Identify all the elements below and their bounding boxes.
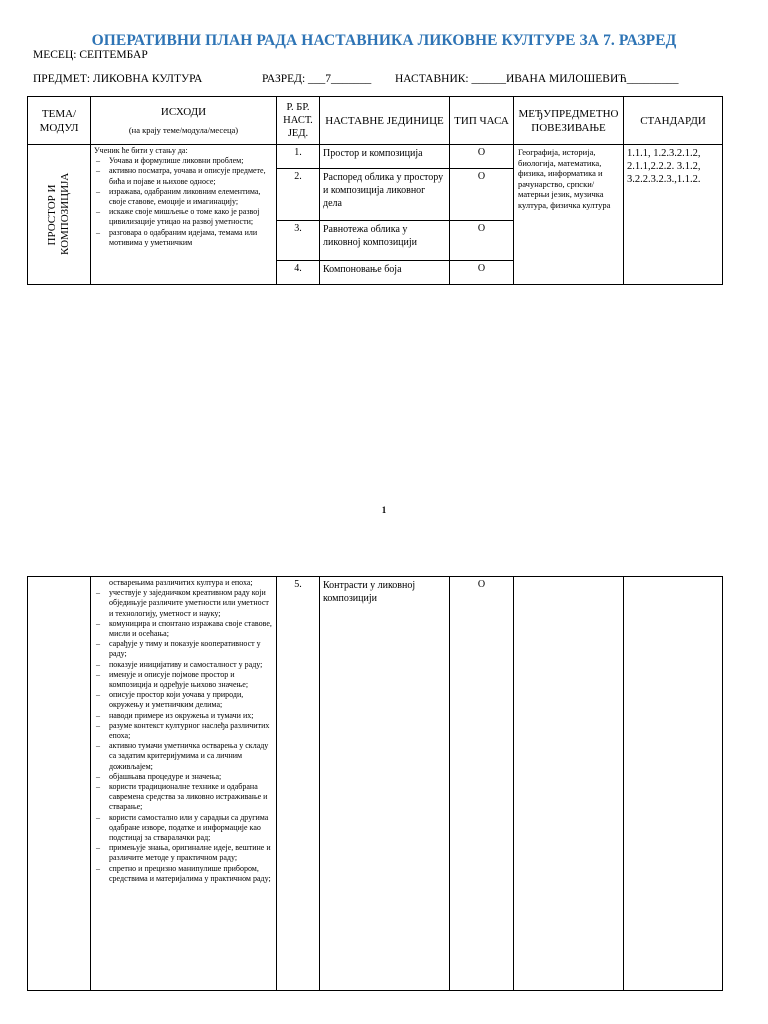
unit-name: Контрасти у ликовној композицији [320,577,450,991]
document-title: ОПЕРАТИВНИ ПЛАН РАДА НАСТАВНИКА ЛИКОВНЕ КУЛТУРЕ ЗА 7. РАЗРЕД [91,32,677,49]
unit-number: 3. [277,221,320,261]
unit-number: 4. [277,261,320,285]
subject-line: ПРЕДМЕТ: ЛИКОВНА КУЛТУРА [33,73,203,85]
plan-table-page-2 [27,576,723,991]
list-item: – комуницира и спонтано изражава своје ставове, мисли и осећања; [94,619,274,639]
header-standards: СТАНДАРДИ [624,97,723,145]
header-outcomes-subtitle: (на крају теме/модула/месеца) [128,125,239,136]
header-outcomes-title: ИСХОДИ [160,106,207,119]
unit-number: 2. [277,169,320,221]
list-item: – сарађује у тиму и показује кооперативност у раду; [94,639,274,659]
header-units: НАСТАВНЕ ЈЕДИНИЦЕ [320,97,450,145]
unit-name: Простор и композиција [320,145,450,169]
list-item: – разуме контекст културног наслеђа различитих епоха; [94,721,274,741]
month-line: МЕСЕЦ: СЕПТЕМБАР [33,49,148,61]
grade-line: РАЗРЕД: ___7_______ [262,73,372,85]
theme-name: ПРОСТОР И КОМПОЗИЦИЈА [46,172,71,255]
teacher-line: НАСТАВНИК: ______ИВАНА МИЛОШЕВИЋ_________ [395,73,679,85]
header-outcomes [91,97,277,145]
list-item: – учествује у заједничком креативном раду који обједињује различите уметности или уметност и технологију, уметност и науку; [94,588,274,619]
list-item: – наводи примере из окружења и тумачи их; [94,711,274,721]
list-item: – активно тумачи уметничка остварења у складу са задатим критеријумима и са личним доживљајем; [94,741,274,772]
list-item: – примењује знања, оригиналне идеје, вештине и различите методе у практичном раду; [94,843,274,863]
list-item: – објашњава процедуре и значења; [94,772,274,782]
unit-type: О [450,221,514,261]
unit-name: Компоновање боја [320,261,450,285]
standards-cell-continued [624,577,723,991]
header-theme: ТЕМА/ МОДУЛ [28,97,91,145]
unit-type: О [450,261,514,285]
header-correlation: МЕЂУПРЕДМЕТНО ПОВЕЗИВАЊЕ [514,97,624,145]
list-item: – спретно и прецизно манипулише прибором, средствима и материјалима у практичном раду; [94,864,274,884]
theme-cell-continued [28,577,91,991]
list-item: – описује простор који уочава у природи, окружењу и уметничким делима; [94,690,274,710]
header-lesson-type: ТИП ЧАСА [450,97,514,145]
unit-name: Равнотежа облика у ликовној композицији [320,221,450,261]
outcomes-continued-lead: остварењима различитих култура и епоха; [109,578,253,587]
list-item: – разговара о одабраним идејама, темама или мотивима у уметничким [94,228,274,248]
standards-cell: 1.1.1, 1.2.3.2.1.2, 2.1.1,2.2.2. 3.1.2, 3.2.2.3.2.3.,1.1.2. [624,145,723,285]
unit-type: О [450,145,514,169]
header-unit-number: Р. БР. НАСТ. ЈЕД. [277,97,320,145]
unit-type: О [450,169,514,221]
theme-cell [28,145,91,285]
list-item: – користи самостално или у сарадњи са другима одабране изворе, податке и информације као подстицај за стваралачки рад; [94,813,274,844]
list-item: – Уочава и формулише ликовни проблем; [94,156,274,166]
list-item: – активно посматра, уочава и описује предмете, бића и појаве и њихове односе; [94,166,274,186]
outcomes-list [94,156,274,248]
correlation-cell: Географија, историја, биологија, математика, физика, информатика и рачунарство, српски/матерњи језик, музичка култура, физичка култура [514,145,624,285]
list-item: – искаже своје мишљење о томе како је развој цивилизације утицао на развој уметности; [94,207,274,227]
list-item: – показује иницијативу и самосталност у раду; [94,660,274,670]
unit-type: О [450,577,514,991]
outcomes-cell-continued [91,577,277,991]
unit-number: 1. [277,145,320,169]
outcomes-cell [91,145,277,285]
outcomes-list-continued [94,588,274,884]
list-item: – изражава, одабраним ликовним елементима, своје ставове, емоције и имагинацију; [94,187,274,207]
list-item: – именује и описује појмове простор и композиција и одређује њихово значење; [94,670,274,690]
unit-number: 5. [277,577,320,991]
list-item: – користи традиционалне технике и одабрана савремена средства за ликовно истраживање и стварање; [94,782,274,813]
unit-name: Распоред облика у простору и композиција ликовног дела [320,169,450,221]
plan-table-page-1 [27,96,723,285]
page-number: 1 [381,505,387,515]
correlation-cell-continued [514,577,624,991]
outcomes-intro: Ученик ће бити у стању да: [94,146,188,155]
